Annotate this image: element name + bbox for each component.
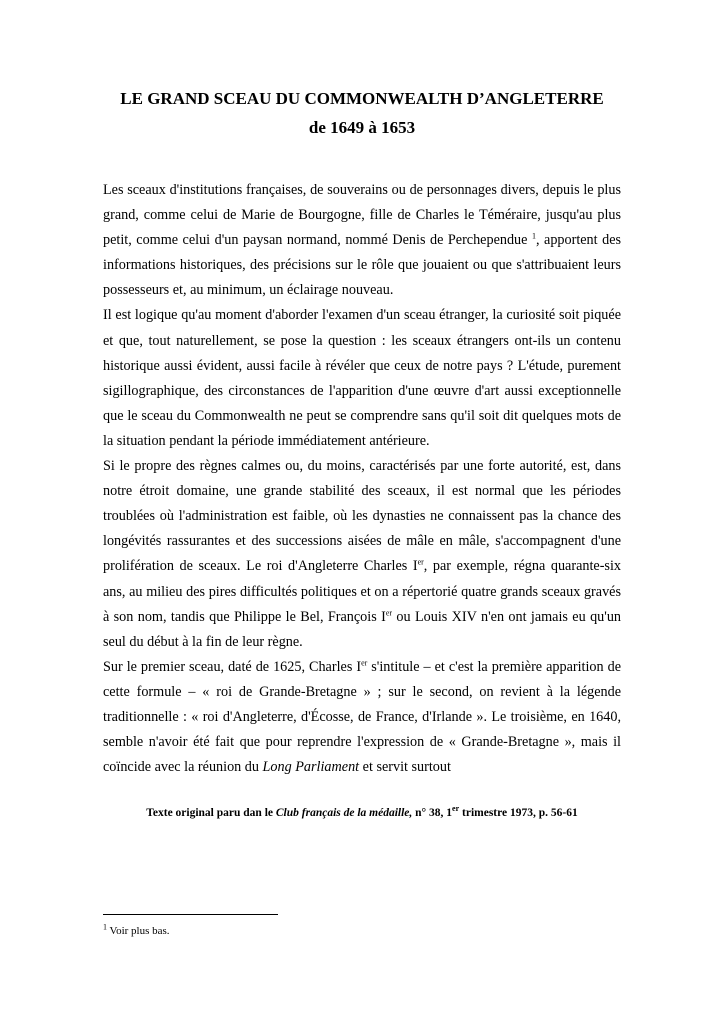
paragraph-4-text-end: et servit surtout xyxy=(359,759,451,776)
superscript: er xyxy=(452,804,460,814)
italic-term: Long Parliament xyxy=(262,759,360,776)
source-note xyxy=(0,805,724,821)
source-publication: Club français de la médaille, xyxy=(275,807,413,819)
footnote xyxy=(103,924,170,938)
footnote-separator xyxy=(103,914,278,915)
source-note-pages: trimestre 1973, p. 56-61 xyxy=(459,807,578,819)
footnote-reference: 1 xyxy=(531,231,536,241)
paragraph-1-text-cont: , apportent des informations historiques, des précisions sur le rôle que jouaient ou que s'attribuaient leurs possesseurs et, au minimum, un éclairage nouveau. xyxy=(103,232,622,299)
paragraph-4-text: Sur le premier sceau, daté de 1625, Charles I xyxy=(103,658,362,675)
paragraph-3-text-end: ou Louis XIV n'en ont jamais eu qu'un seul du début à la fin de leur règne. xyxy=(103,608,622,650)
paragraph-1-text: Les sceaux d'institutions françaises, de souverains ou de personnages divers, depuis le plus grand, comme celui de Marie de Bourgogne, fille de Charles le Téméraire, jusqu'au plus petit, comme celui d'un paysan normand, nommé Denis de Perchependue xyxy=(103,182,621,249)
footnote-number: 1 xyxy=(103,922,107,932)
paragraph-3-text: Si le propre des règnes calmes ou, du moins, caractérisés par une forte autorité, est, dans notre étroit domaine, une grande stabilité des sceaux, il est normal que les périodes troublées où l'administration est faible, où les dynasties ne connaissent pas la chance des longévités rassurantes et des successions aisées de mâle en mâle, s'accompagnent d'une prolifération de sceaux. Le roi d'Angleterre Charles I xyxy=(103,458,621,575)
superscript: er xyxy=(385,607,393,617)
paragraph-3 xyxy=(103,454,621,655)
source-note-issue: n° 38, 1 xyxy=(412,807,453,819)
document-title: LE GRAND SCEAU DU COMMONWEALTH D’ANGLETERRE xyxy=(120,89,604,108)
source-note-text: Texte original paru dan le xyxy=(146,807,276,819)
document-subtitle: de 1649 à 1653 xyxy=(308,118,416,137)
document-body xyxy=(103,178,621,780)
superscript: er xyxy=(361,658,368,668)
paragraph-1 xyxy=(103,178,621,303)
superscript: er xyxy=(417,557,424,567)
footnote-text: Voir plus bas. xyxy=(107,925,170,937)
paragraph-2: Il est logique qu'au moment d'aborder l'examen d'un sceau étranger, la curiosité soit piquée et que, tout naturellement, se pose la question : les sceaux étrangers ont-ils un contenu historique aussi évident, aussi facile à révéler que ceux de notre pays ? L'étude, purement sigillographique, des circonstances de l'apparition d'une œuvre d'art aussi exceptionnelle que le sceau du Commonwealth ne peut se comprendre sans qu'il soit dit quelques mots de la situation pendant la période immédiatement antérieure. xyxy=(103,307,621,449)
paragraph-4 xyxy=(103,655,621,780)
paragraph-3-text-cont: , par exemple, régna quarante-six ans, au milieu des pires difficultés politiques et on a répertorié quatre grands sceaux gravés à son nom, tandis que Philippe le Bel, François I xyxy=(103,558,621,625)
paragraph-4-text-cont: s'intitule – et c'est la première apparition de cette formule – « roi de Grande-Bretagne » ; sur le second, on revient à la légende traditionnelle : « roi d'Angleterre, d'Écosse, de France, d'Irlande ». Le troisième, en 1640, semble n'avoir été fait que pour reprendre l'expression de « Grande-Bretagne », mais il coïncide avec la réunion du xyxy=(103,658,621,776)
